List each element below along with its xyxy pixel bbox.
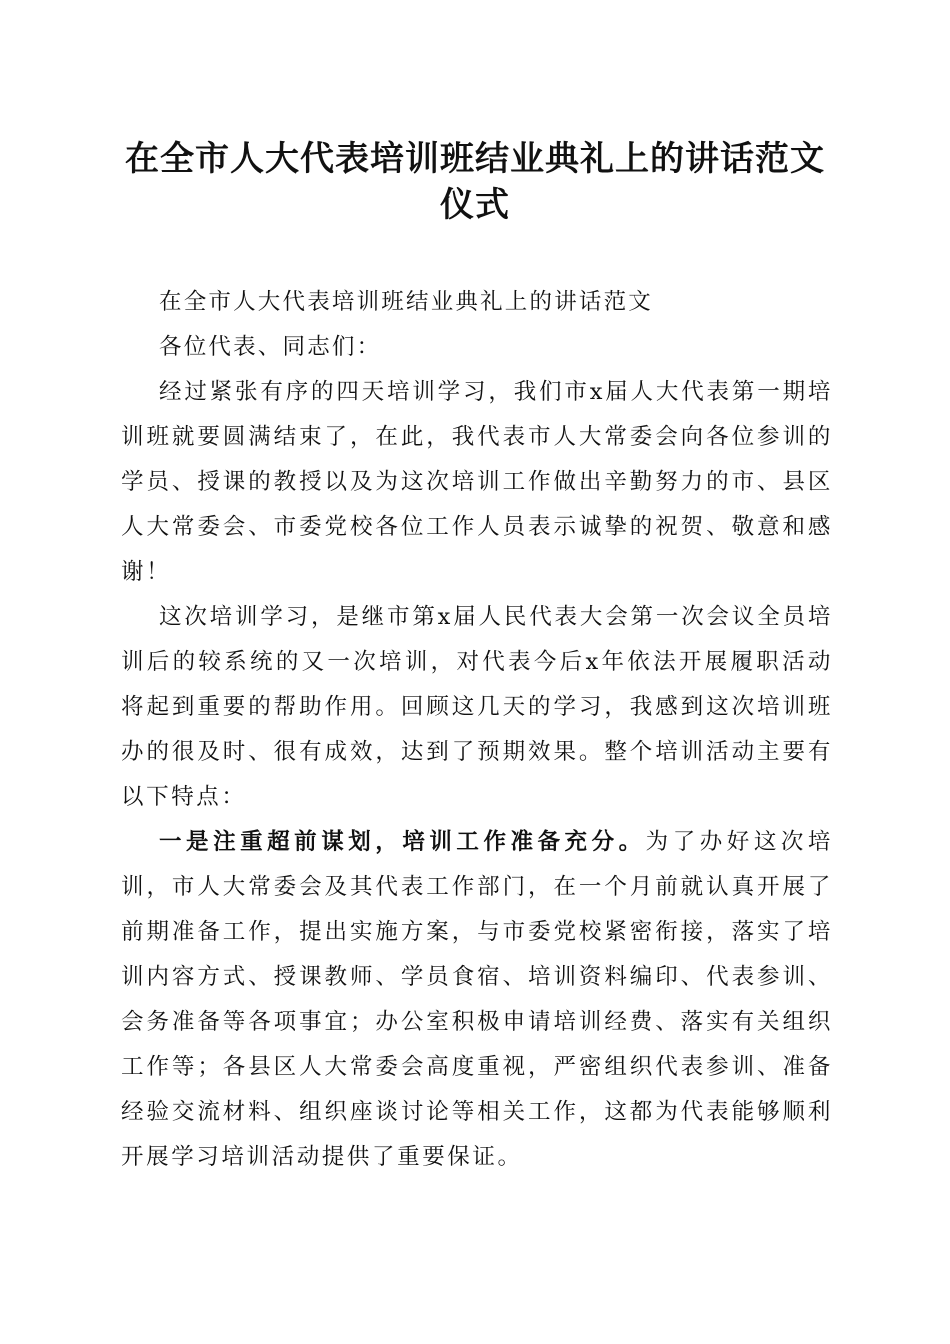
point-one-text: 为了办好这次培训，市人大常委会及其代表工作部门，在一个月前就认真开展了前期准备工作，提出实施方案，与市委党校紧密衔接，落实了培训内容方式、授课教师、学员食宿、培训资料编印、代表参训、会务准备等各项事宜；办公室积极申请培训经费、落实有关组织工作等；各县区人大常委会高度重视，严密组织代表参训、准备经验交流材料、组织座谈讨论等相关工作，这都为代表能够顺利开展学习培训活动提供了重要保证。 (121, 829, 833, 1170)
salutation-paragraph: 各位代表、同志们： (159, 334, 382, 360)
body-paragraph-2: 这次培训学习，是继市第x届人民代表大会第一次会议全员培训后的较系统的又一次培训，对代表今后x年依法开展履职活动将起到重要的帮助作用。回顾这几天的学习，我感到这次培训班办的很及时、很有成效，达到了预期效果。整个培训活动主要有以下特点： (121, 604, 833, 810)
body-paragraph-1: 经过紧张有序的四天培训学习，我们市x届人大代表第一期培训班就要圆满结束了，在此，我代表市人大常委会向各位参训的学员、授课的教授以及为这次培训工作做出辛勤努力的市、县区人大常委会、市委党校各位工作人员表示诚挚的祝贺、敬意和感谢！ (121, 379, 833, 585)
document-body (121, 280, 833, 1180)
title-line-1: 在全市人大代表培训班结业典礼上的讲话范文 (125, 139, 825, 179)
title-line-2: 仪式 (440, 185, 510, 225)
document-title (110, 136, 840, 228)
point-one-heading: 一是注重超前谋划，培训工作准备充分。 (159, 829, 646, 855)
body-paragraph-3 (121, 820, 833, 1180)
subtitle-paragraph: 在全市人大代表培训班结业典礼上的讲话范文 (159, 289, 654, 315)
